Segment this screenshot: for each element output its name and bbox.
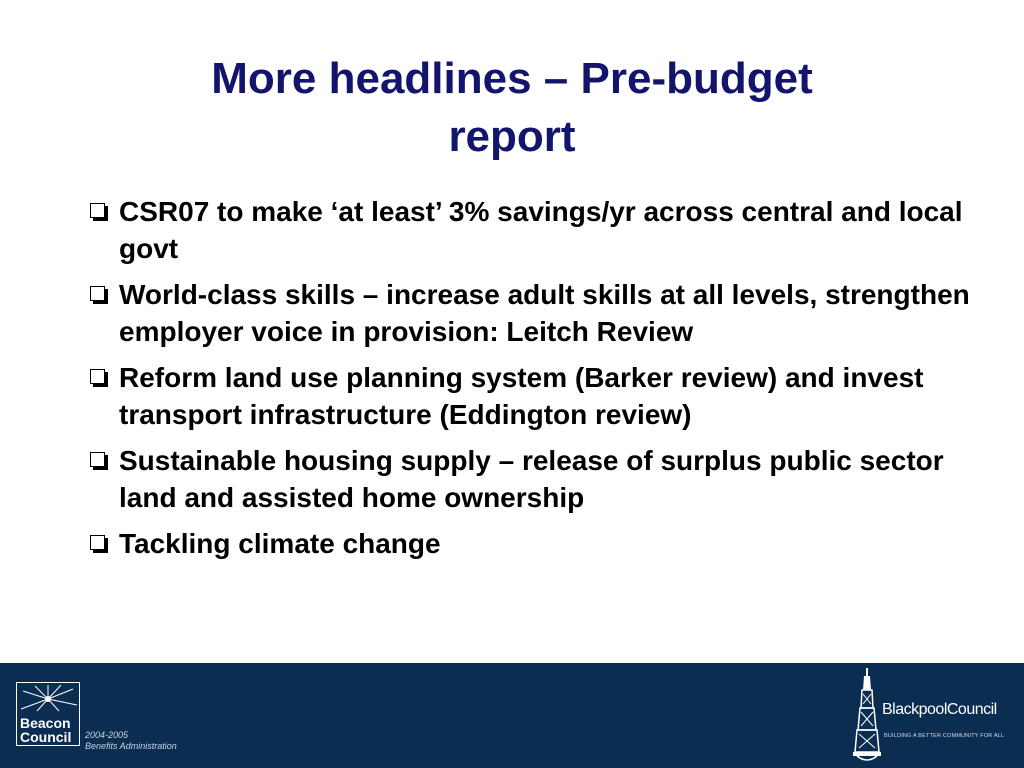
bullet-text: Sustainable housing supply – release of surplus public sector land and assisted home ownership [119,445,944,513]
bullet-item [90,193,970,267]
bullet-item [90,525,970,562]
bullet-item [90,359,970,433]
checkbox-bullet-icon [90,369,105,384]
beacon-logo-text [20,716,71,744]
bullet-item [90,442,970,516]
beacon-area: Benefits Administration [85,741,177,751]
checkbox-bullet-icon [90,535,105,550]
blackpool-tower-crest-icon [853,668,881,764]
beacon-logo-line-2: Council [20,729,72,745]
bullet-text: CSR07 to make ‘at least’ 3% savings/yr across central and local govt [119,196,963,264]
slide-title [0,50,1024,166]
bullet-list [90,193,970,571]
beacon-caption [85,730,177,752]
blackpool-council-tagline: BUILDING A BETTER COMMUNITY FOR ALL [884,733,1005,739]
checkbox-bullet-icon [90,286,105,301]
beacon-council-logo [16,682,80,746]
checkbox-bullet-icon [90,203,105,218]
bullet-text: Tackling climate change [119,528,441,559]
beacon-years: 2004-2005 [85,730,129,740]
slide-title-line-1: More headlines – Pre-budget [211,54,813,103]
beacon-logo-line-1: Beacon [20,715,71,731]
blackpool-council-name: BlackpoolCouncil [882,701,997,718]
bullet-text: Reform land use planning system (Barker review) and invest transport infrastructure (Eddington review) [119,362,924,430]
slide-title-line-2: report [448,112,576,161]
bullet-item [90,276,970,350]
bullet-text: World-class skills – increase adult skills at all levels, strengthen employer voice in provision: Leitch Review [119,279,970,347]
checkbox-bullet-icon [90,452,105,467]
